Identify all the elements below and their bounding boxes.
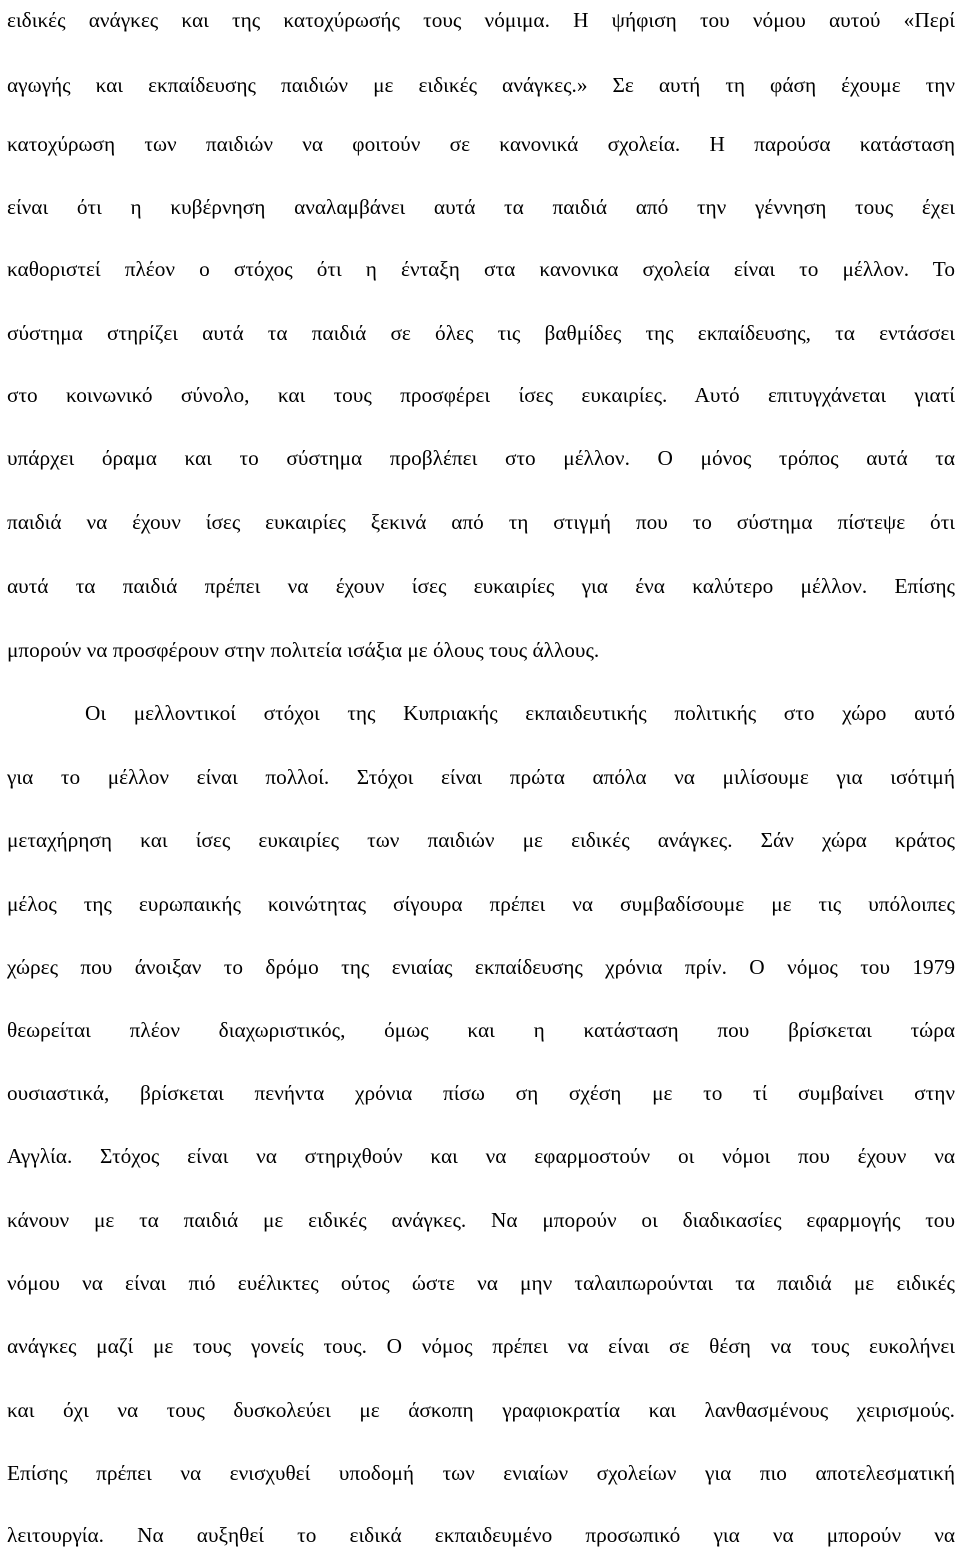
text-line: ειδικές ανάγκες και της κατοχύρωσής τους νόμιμα. Η ψήφιση του νόμου αυτού «Περί bbox=[7, 8, 955, 32]
text-line: είναι ότι η κυβέρνηση αναλαμβάνει αυτά τα παιδιά από την γέννηση τους έχει bbox=[7, 195, 955, 219]
text-line: παιδιά να έχουν ίσες ευκαιρίες ξεκινά από τη στιγμή που το σύστημα πίστεψε ότι bbox=[7, 510, 955, 534]
text-line: Επίσης πρέπει να ενισχυθεί υποδομή των ενιαίων σχολείων για πιο αποτελεσματική bbox=[7, 1461, 955, 1485]
text-line: και όχι να τους δυσκολεύει με άσκοπη γραφιοκρατία και λανθασμένους χειρισμούς. bbox=[7, 1398, 955, 1422]
text-line: ουσιαστικά, βρίσκεται πενήντα χρόνια πίσω ση σχέση με το τί συμβαίνει στην bbox=[7, 1081, 955, 1105]
text-line: μέλος της ευρωπαικής κοινώτητας σίγουρα πρέπει να συμβαδίσουμε με τις υπόλοιπες bbox=[7, 892, 955, 916]
text-line: θεωρείται πλέον διαχωριστικός, όμως και η κατάσταση που βρίσκεται τώρα bbox=[7, 1018, 955, 1042]
text-line: μπορούν να προσφέρουν στην πολιτεία ισάξια με όλους τους άλλους. bbox=[7, 638, 600, 662]
text-line: ανάγκες μαζί με τους γονείς τους. Ο νόμος πρέπει να είναι σε θέση να τους ευκολήνει bbox=[7, 1334, 955, 1358]
text-line: κάνουν με τα παιδιά με ειδικές ανάγκες. Να μπορούν οι διαδικασίες εφαρμογής του bbox=[7, 1208, 955, 1232]
text-line: αυτά τα παιδιά πρέπει να έχουν ίσες ευκαιρίες για ένα καλύτερο μέλλον. Επίσης bbox=[7, 574, 955, 598]
text-line: για το μέλλον είναι πολλοί. Στόχοι είναι πρώτα απόλα να μιλίσουμε για ισότιμή bbox=[7, 765, 955, 789]
text-line: αγωγής και εκπαίδευσης παιδιών με ειδικές ανάγκες.» Σε αυτή τη φάση έχουμε την bbox=[7, 73, 955, 97]
text-line: νόμου να είναι πιό ευέλικτες ούτος ώστε να μην ταλαιπωρούνται τα παιδιά με ειδικές bbox=[7, 1271, 955, 1295]
text-line: κατοχύρωση των παιδιών να φοιτούν σε κανονικά σχολεία. Η παρούσα κατάσταση bbox=[7, 132, 955, 156]
text-line: χώρες που άνοιξαν το δρόμο της ενιαίας εκπαίδευσης χρόνια πρίν. Ο νόμος του 1979 bbox=[7, 955, 955, 979]
text-line: στο κοινωνικό σύνολο, και τους προσφέρει ίσες ευκαιρίες. Αυτό επιτυγχάνεται γιατί bbox=[7, 383, 955, 407]
text-line: καθοριστεί πλέον ο στόχος ότι η ένταξη στα κανονικα σχολεία είναι το μέλλον. Το bbox=[7, 257, 955, 281]
text-line: σύστημα στηρίζει αυτά τα παιδιά σε όλες τις βαθμίδες της εκπαίδευσης, τα εντάσσει bbox=[7, 321, 955, 345]
text-line: Αγγλία. Στόχος είναι να στηριχθούν και να εφαρμοστούν οι νόμοι που έχουν να bbox=[7, 1144, 955, 1168]
text-line: λειτουργία. Να αυξηθεί το ειδικά εκπαιδευμένο προσωπικό για να μπορούν να bbox=[7, 1523, 955, 1547]
text-line: υπάρχει όραμα και το σύστημα προβλέπει στο μέλλον. Ο μόνος τρόπος αυτά τα bbox=[7, 446, 955, 470]
paragraph-first-line: Οι μελλοντικοί στόχοι της Κυπριακής εκπαιδευτικής πολιτικής στο χώρο αυτό bbox=[85, 701, 955, 725]
text-line: μεταχήρηση και ίσες ευκαιρίες των παιδιών με ειδικές ανάγκες. Σάν χώρα κράτος bbox=[7, 828, 955, 852]
